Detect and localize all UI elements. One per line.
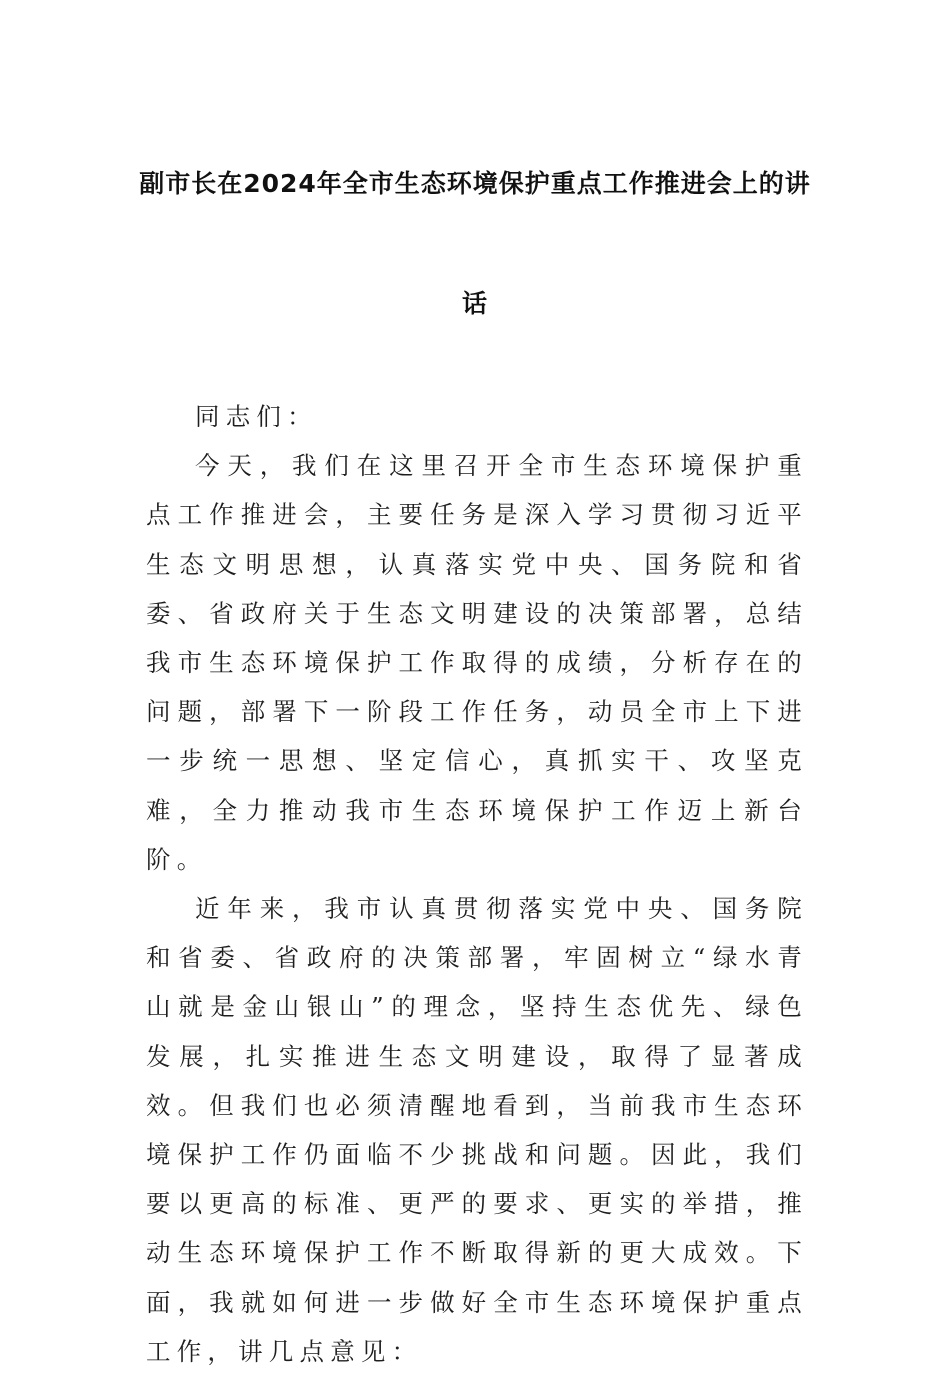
document-title-line-2: 话: [461, 289, 488, 318]
body-paragraph-2: 近年来，我市认真贯彻落实党中央、国务院和省委、省政府的决策部署，牢固树立“绿水青山就是金山银山”的理念，坚持生态优先、绿色发展，扎实推进生态文明建设，取得了显著成效。但我们也必须清醒地看到，当前我市生态环境保护工作仍面临不少挑战和问题。因此，我们要以更高的标准、更严的要求、更实的举措，推动生态环境保护工作不断取得新的更大成效。下面，我就如何进一步做好全市生态环境保护重点工作，讲几点意见：: [146, 894, 808, 1366]
body-paragraph-1: 今天，我们在这里召开全市生态环境保护重点工作推进会，主要任务是深入学习贯彻习近平生态文明思想，认真落实党中央、国务院和省委、省政府关于生态文明建设的决策部署，总结我市生态环境保护工作取得的成绩，分析存在的问题，部署下一阶段工作任务，动员全市上下进一步统一思想、坚定信心，真抓实干、攻坚克难，全力推动我市生态环境保护工作迈上新台阶。: [146, 451, 808, 874]
document-title-line-1: 副市长在2024年全市生态环境保护重点工作推进会上的讲: [139, 169, 811, 198]
document-body: [146, 392, 808, 1376]
salutation-paragraph: 同志们：: [195, 402, 318, 431]
